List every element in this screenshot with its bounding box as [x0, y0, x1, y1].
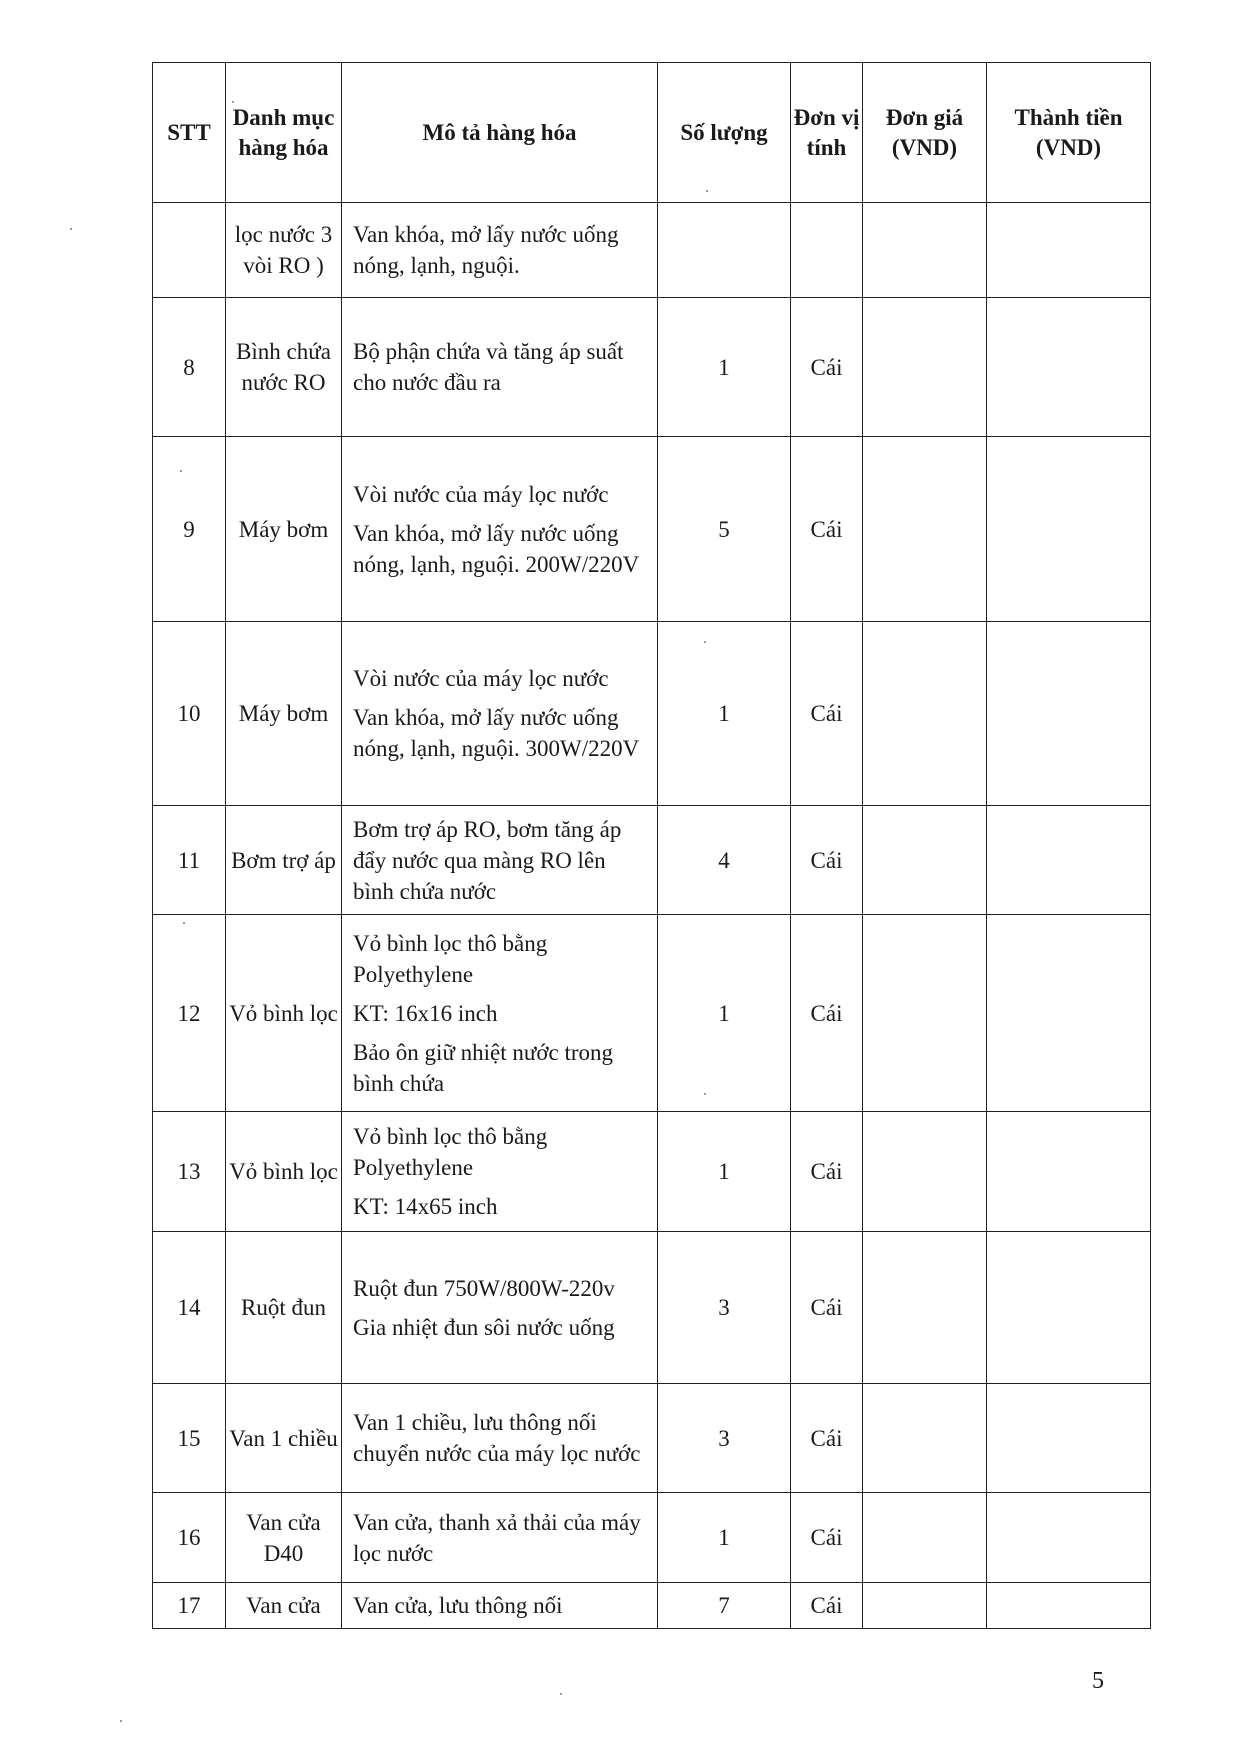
description-line: Ruột đun 750W/800W-220v [353, 1275, 615, 1301]
cell-stt: 16 [153, 1493, 226, 1583]
scan-speck [704, 1093, 706, 1095]
header-description: Mô tả hàng hóa [342, 63, 658, 203]
cell-stt: 13 [153, 1112, 226, 1232]
cell-unit-price [863, 1112, 987, 1232]
cell-amount [987, 1384, 1151, 1493]
table-row [153, 622, 1151, 806]
description-line: Van khóa, mở lấy nước uống nóng, lạnh, nguội. [353, 222, 619, 278]
page-number: 5 [1092, 1668, 1104, 1694]
cell-item-name: Van cửa [226, 1583, 342, 1629]
cell-unit: Cái [791, 437, 863, 622]
cell-description [342, 915, 658, 1112]
cell-unit: Cái [791, 1583, 863, 1629]
description-line: Vòi nước của máy lọc nước [353, 481, 609, 507]
table-row [153, 1232, 1151, 1384]
cell-description [342, 1384, 658, 1493]
cell-unit-price [863, 1583, 987, 1629]
cell-item-name: Máy bơm [226, 622, 342, 806]
description-line: Van 1 chiều, lưu thông nối chuyển nước của máy lọc nước [353, 1410, 641, 1466]
scan-speck [180, 470, 182, 472]
scan-speck [560, 1693, 562, 1695]
cell-stt: 12 [153, 915, 226, 1112]
cell-item-name: Bình chứa nước RO [226, 298, 342, 437]
table-row [153, 1112, 1151, 1232]
scan-speck [704, 641, 706, 643]
cell-description [342, 1112, 658, 1232]
cell-stt: 15 [153, 1384, 226, 1493]
description-line: Gia nhiệt đun sôi nước uống [353, 1314, 615, 1340]
cell-unit-price [863, 203, 987, 298]
table-row [153, 437, 1151, 622]
cell-amount [987, 1583, 1151, 1629]
cell-quantity: 1 [658, 1493, 791, 1583]
cell-quantity: 3 [658, 1384, 791, 1493]
cell-unit-price [863, 1232, 987, 1384]
header-category: Danh mục hàng hóa [226, 63, 342, 203]
table-row [153, 1583, 1151, 1629]
cell-unit: Cái [791, 298, 863, 437]
table-row [153, 915, 1151, 1112]
header-unit-price: Đơn giá (VND) [863, 63, 987, 203]
cell-unit: Cái [791, 915, 863, 1112]
cell-stt: 17 [153, 1583, 226, 1629]
cell-stt [153, 203, 226, 298]
cell-quantity: 1 [658, 1112, 791, 1232]
description-line: Bơm trợ áp RO, bơm tăng áp đẩy nước qua màng RO lên bình chứa nước [353, 816, 622, 904]
scan-speck [183, 922, 185, 924]
description-line: Van cửa, lưu thông nối [353, 1593, 563, 1618]
cell-unit-price [863, 437, 987, 622]
cell-item-name: Máy bơm [226, 437, 342, 622]
cell-item-name: Ruột đun [226, 1232, 342, 1384]
cell-quantity: 1 [658, 622, 791, 806]
cell-stt: 11 [153, 806, 226, 915]
cell-description [342, 622, 658, 806]
header-amount: Thành tiền (VND) [987, 63, 1151, 203]
description-line: KT: 14x65 inch [353, 1194, 498, 1219]
description-line: Van cửa, thanh xả thải của máy lọc nước [353, 1509, 641, 1566]
header-stt: STT [153, 63, 226, 203]
table-row [153, 298, 1151, 437]
cell-stt: 9 [153, 437, 226, 622]
header-quantity: Số lượng [658, 63, 791, 203]
cell-unit: Cái [791, 1493, 863, 1583]
goods-table [152, 62, 1151, 1629]
header-unit: Đơn vị tính [791, 63, 863, 203]
table-header-row [153, 63, 1151, 203]
description-line: Vòi nước của máy lọc nước [353, 666, 609, 691]
cell-stt: 10 [153, 622, 226, 806]
cell-unit: Cái [791, 806, 863, 915]
cell-item-name: Van 1 chiều [226, 1384, 342, 1493]
cell-amount [987, 806, 1151, 915]
description-line: Bảo ôn giữ nhiệt nước trong bình chứa [353, 1039, 614, 1096]
cell-quantity [658, 203, 791, 298]
cell-amount [987, 1232, 1151, 1384]
cell-item-name: Vỏ bình lọc [226, 915, 342, 1112]
table-row [153, 806, 1151, 915]
cell-item-name: Van cửa D40 [226, 1493, 342, 1583]
cell-unit-price [863, 915, 987, 1112]
cell-description [342, 298, 658, 437]
cell-amount [987, 203, 1151, 298]
cell-item-name: lọc nước 3 vòi RO ) [226, 203, 342, 298]
cell-unit [791, 203, 863, 298]
cell-amount [987, 622, 1151, 806]
description-line: Bộ phận chứa và tăng áp suất cho nước đầu ra [353, 339, 624, 395]
cell-unit: Cái [791, 1112, 863, 1232]
description-line: Vỏ bình lọc thô bằng Polyethylene [353, 930, 548, 987]
cell-unit-price [863, 1493, 987, 1583]
cell-unit: Cái [791, 622, 863, 806]
cell-quantity: 4 [658, 806, 791, 915]
cell-quantity: 1 [658, 915, 791, 1112]
cell-stt: 8 [153, 298, 226, 437]
cell-item-name: Vỏ bình lọc [226, 1112, 342, 1232]
cell-item-name: Bơm trợ áp [226, 806, 342, 915]
cell-quantity: 7 [658, 1583, 791, 1629]
cell-description [342, 806, 658, 915]
cell-unit-price [863, 622, 987, 806]
cell-amount [987, 915, 1151, 1112]
cell-quantity: 1 [658, 298, 791, 437]
cell-amount [987, 437, 1151, 622]
cell-unit: Cái [791, 1232, 863, 1384]
cell-description [342, 1583, 658, 1629]
description-line: Vỏ bình lọc thô bằng Polyethylene [353, 1124, 548, 1180]
description-line: Van khóa, mở lấy nước uống nóng, lạnh, nguội. 200W/220V [353, 520, 640, 577]
scan-speck [70, 228, 72, 230]
description-line: KT: 16x16 inch [353, 1000, 498, 1026]
cell-quantity: 3 [658, 1232, 791, 1384]
scan-speck [120, 1720, 122, 1722]
cell-description [342, 1232, 658, 1384]
table-row [153, 203, 1151, 298]
cell-stt: 14 [153, 1232, 226, 1384]
cell-unit: Cái [791, 1384, 863, 1493]
table-row [153, 1493, 1151, 1583]
cell-unit-price [863, 1384, 987, 1493]
scan-speck [232, 101, 234, 103]
cell-description [342, 1493, 658, 1583]
cell-amount [987, 1493, 1151, 1583]
table-body [153, 203, 1151, 1629]
cell-description [342, 437, 658, 622]
cell-unit-price [863, 298, 987, 437]
cell-quantity: 5 [658, 437, 791, 622]
description-line: Van khóa, mở lấy nước uống nóng, lạnh, nguội. 300W/220V [353, 705, 640, 761]
table-row [153, 1384, 1151, 1493]
cell-amount [987, 1112, 1151, 1232]
cell-description [342, 203, 658, 298]
cell-unit-price [863, 806, 987, 915]
scan-speck [706, 190, 708, 192]
cell-amount [987, 298, 1151, 437]
